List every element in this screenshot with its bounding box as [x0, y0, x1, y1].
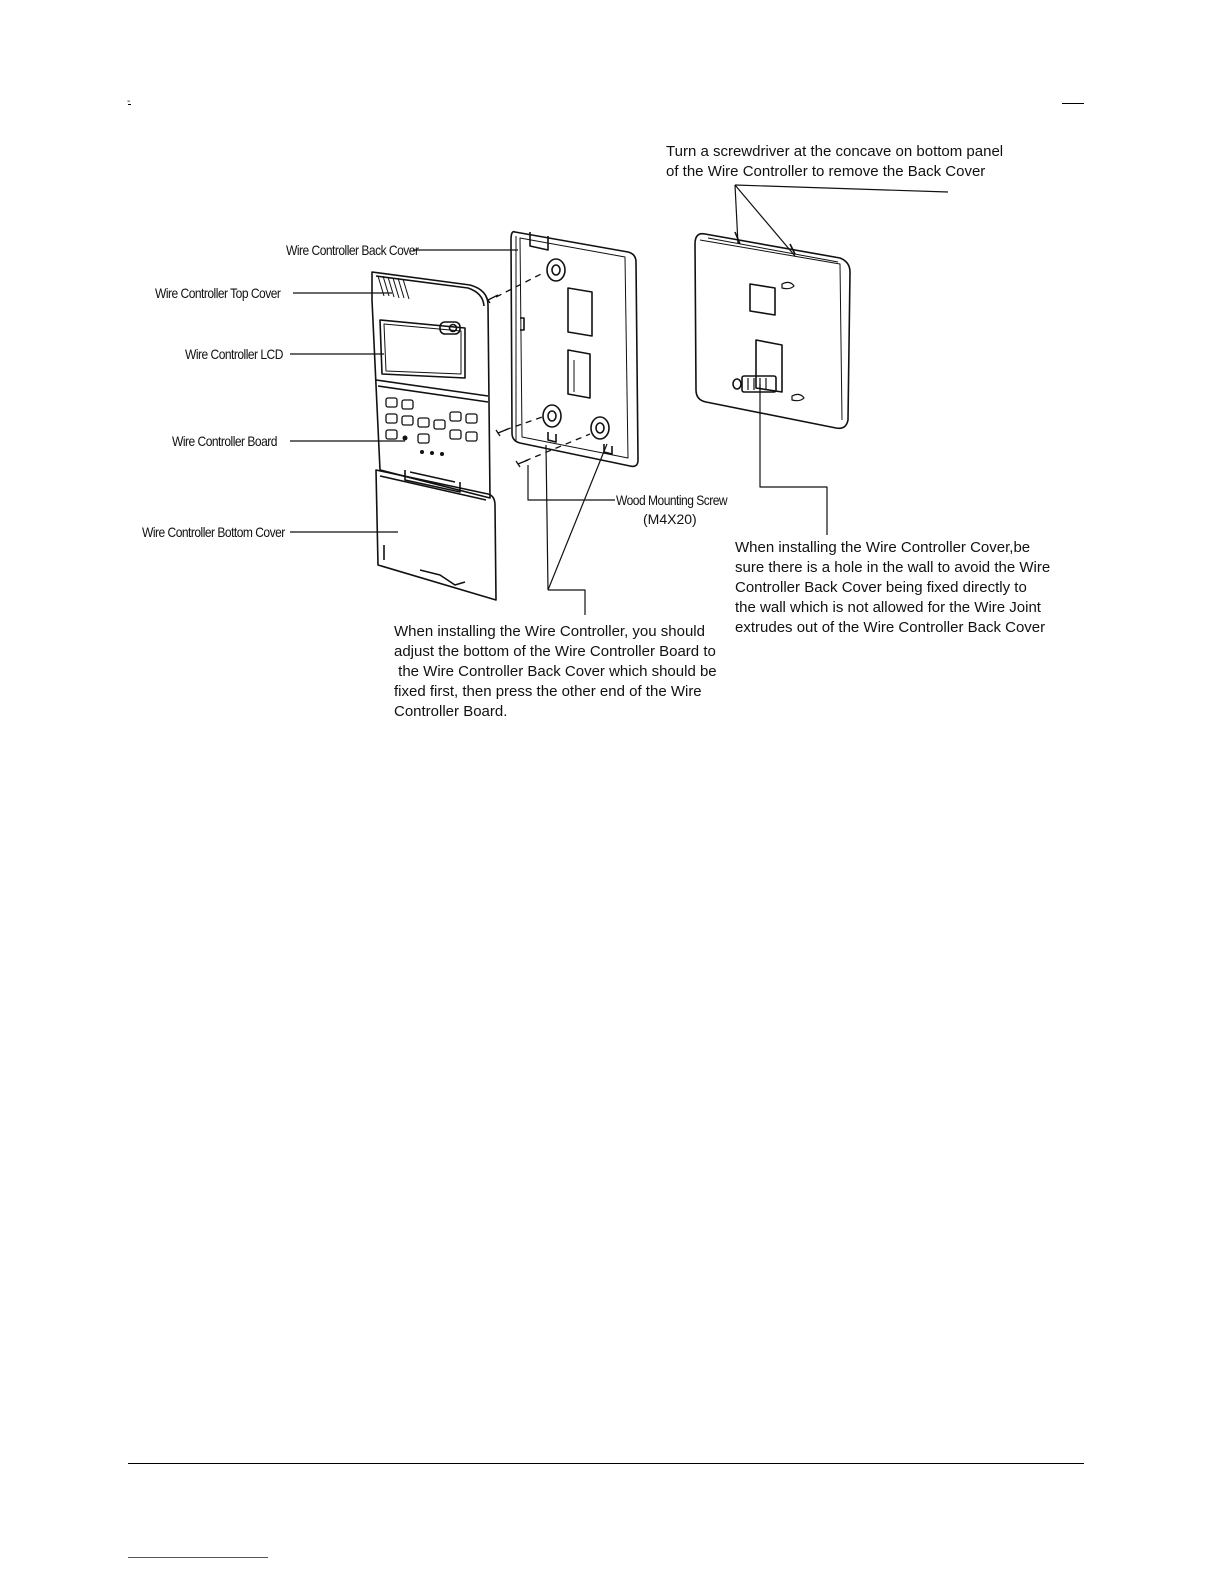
- note-controller-install-line-1: When installing the Wire Controller, you should: [394, 623, 705, 640]
- note-controller-install-line-4: fixed first, then press the other end of the Wire: [394, 683, 702, 700]
- label-back-cover: Wire Controller Back Cover: [286, 242, 419, 258]
- note-cover-install: [735, 538, 1050, 638]
- label-lcd: Wire Controller LCD: [185, 346, 283, 362]
- note-controller-install-line-5: Controller Board.: [394, 703, 508, 720]
- note-cover-install-line-1: When installing the Wire Controller Cover,be: [735, 539, 1031, 556]
- note-controller-install-line-3: the Wire Controller Back Cover which should be: [394, 663, 717, 680]
- note-controller-install-line-2: adjust the bottom of the Wire Controller Board to: [394, 643, 716, 660]
- label-board: Wire Controller Board: [172, 433, 277, 449]
- rear-view-assembly: [695, 232, 850, 428]
- note-cover-install-line-4: the wall which is not allowed for the Wire Joint: [735, 599, 1041, 616]
- board-buttons: [386, 398, 477, 443]
- label-screw-size: (M4X20): [643, 511, 697, 527]
- note-cover-install-line-5: extrudes out of the Wire Controller Back Cover: [735, 619, 1046, 636]
- back-cover-outline: [511, 232, 638, 467]
- note-screwdriver-line-1: Turn a screwdriver at the concave on bottom panel: [666, 143, 1004, 160]
- note-screwdriver-line-2: of the Wire Controller to remove the Back Cover: [666, 163, 986, 180]
- screw-paths: [496, 272, 590, 461]
- controller-front-assembly: [372, 272, 496, 600]
- header-mark: -: [127, 96, 131, 107]
- label-top-cover: Wire Controller Top Cover: [155, 285, 281, 301]
- note-controller-install: [394, 622, 717, 722]
- rear-view-outline: [695, 234, 850, 429]
- top-cover-outline: [372, 272, 490, 498]
- lcd-window: [380, 320, 465, 378]
- note-cover-install-line-3: Controller Back Cover being fixed directly to: [735, 579, 1027, 596]
- note-screwdriver: [666, 142, 1003, 182]
- bottom-cover-outline: [376, 470, 496, 600]
- back-cover-assembly: [511, 232, 638, 467]
- note-cover-install-line-2: sure there is a hole in the wall to avoid the Wire: [735, 559, 1051, 576]
- label-wood-screw: Wood Mounting Screw: [616, 492, 728, 508]
- label-bottom-cover: Wire Controller Bottom Cover: [142, 524, 285, 540]
